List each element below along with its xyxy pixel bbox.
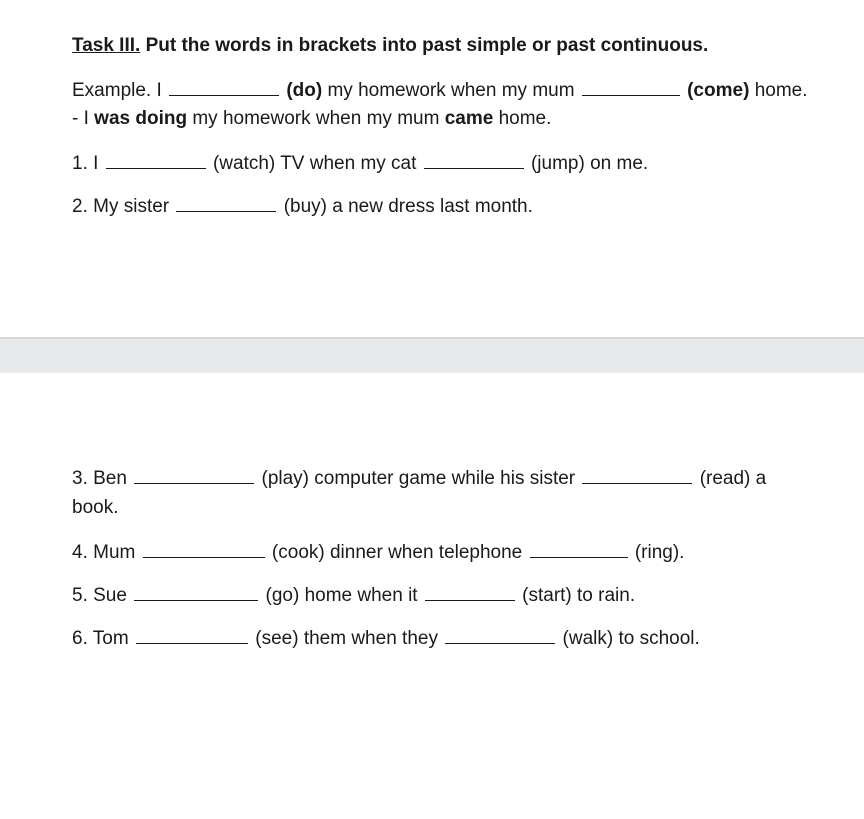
item-number: 2. My sister xyxy=(72,196,170,217)
answer-blank[interactable] xyxy=(143,539,265,558)
answer-blank[interactable] xyxy=(530,539,628,558)
example-answer-dash: - I xyxy=(72,108,89,129)
exercise-item-5 xyxy=(72,582,635,608)
item-hint: (play) computer game while his sister xyxy=(261,468,576,489)
item-hint: (go) home when it xyxy=(265,585,418,606)
item-number: 5. Sue xyxy=(72,585,127,606)
answer-blank[interactable] xyxy=(136,625,248,644)
answer-blank[interactable] xyxy=(582,465,692,484)
item-hint: (ring). xyxy=(634,542,685,563)
example-verb-2: (come) xyxy=(687,80,750,101)
item-number: 3. Ben xyxy=(72,468,127,489)
exercise-item-6 xyxy=(72,625,700,651)
example-answer-form-2: came xyxy=(444,108,494,129)
exercise-item-4 xyxy=(72,539,684,565)
task-title xyxy=(72,34,708,58)
answer-blank[interactable] xyxy=(582,77,680,96)
item-continuation: book. xyxy=(72,497,119,518)
answer-blank[interactable] xyxy=(425,582,515,601)
task-label: Task III. xyxy=(72,35,141,56)
example-line xyxy=(72,77,808,103)
item-hint: (jump) on me. xyxy=(530,153,649,174)
example-answer-suffix: home. xyxy=(498,108,552,129)
example-prefix: Example. I xyxy=(72,80,162,101)
example-verb-1: (do) xyxy=(286,80,323,101)
example-suffix: home. xyxy=(754,80,808,101)
exercise-item-3-continuation xyxy=(72,496,118,520)
example-middle: my homework when my mum xyxy=(327,80,575,101)
answer-blank[interactable] xyxy=(424,150,524,169)
item-number: 6. Tom xyxy=(72,628,129,649)
task-instruction: Put the words in brackets into past simple or past continuous. xyxy=(145,35,709,56)
item-hint: (watch) TV when my cat xyxy=(212,153,417,174)
exercise-item-1 xyxy=(72,150,648,176)
example-answer-form-1: was doing xyxy=(94,108,188,129)
example-answer-middle: my homework when my mum xyxy=(192,108,440,129)
item-number: 1. I xyxy=(72,153,99,174)
answer-blank[interactable] xyxy=(134,465,254,484)
answer-blank[interactable] xyxy=(169,77,279,96)
exercise-item-3 xyxy=(72,465,766,491)
answer-blank[interactable] xyxy=(106,150,206,169)
answer-blank[interactable] xyxy=(176,193,276,212)
example-answer-line xyxy=(72,107,551,131)
item-hint: (start) to rain. xyxy=(522,585,636,606)
page-separator xyxy=(0,337,864,373)
item-number: 4. Mum xyxy=(72,542,136,563)
item-hint: (walk) to school. xyxy=(562,628,700,649)
item-hint: (see) them when they xyxy=(255,628,438,649)
item-hint: (cook) dinner when telephone xyxy=(271,542,523,563)
answer-blank[interactable] xyxy=(134,582,258,601)
item-hint: (read) a xyxy=(699,468,767,489)
answer-blank[interactable] xyxy=(445,625,555,644)
item-hint: (buy) a new dress last month. xyxy=(283,196,533,217)
exercise-item-2 xyxy=(72,193,533,219)
